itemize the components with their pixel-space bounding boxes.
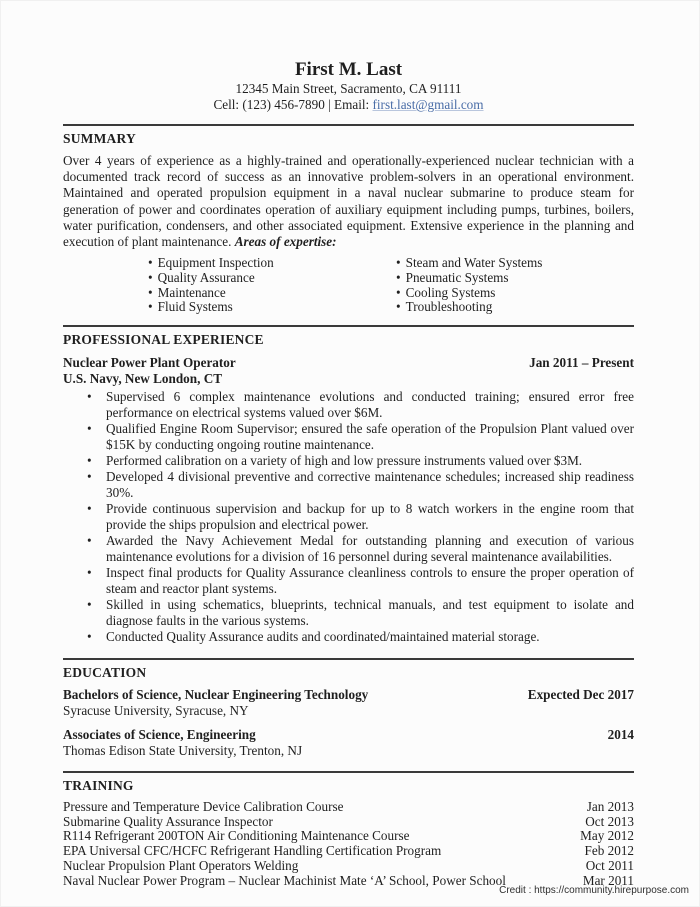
training-course-name: Submarine Quality Assurance Inspector bbox=[63, 813, 273, 829]
training-list bbox=[63, 800, 634, 888]
section-experience bbox=[63, 325, 634, 645]
training-heading: TRAINING bbox=[63, 778, 134, 794]
job-bullet: • Performed calibration on a variety of high and low pressure instruments valued over $3M. bbox=[63, 453, 634, 469]
training-course-name: Naval Nuclear Power Program – Nuclear Machinist Mate ‘A’ School, Power School bbox=[63, 872, 506, 888]
job-title-row bbox=[63, 355, 634, 371]
summary-text: Over 4 years of experience as a highly-trained and operationally-experienced nuclear technician with a documented track record of success as an innovative problem-solvers in an operational environment. Maintained and operated propulsion equipment in a naval nuclear submarine to produce steam for generation of power and coordinates operation of auxiliary equipment including pumps, turbines, boilers, water purification, condensers, and other associated equipment. Extensive experience in the planning and execution of plant maintenance. bbox=[63, 153, 634, 250]
expertise-columns bbox=[148, 256, 634, 315]
job-bullet: • Provide continuous supervision and backup for up to 8 watch workers in the engine room that provide the ships propulsion and electrical power. bbox=[63, 501, 634, 533]
education-heading: EDUCATION bbox=[63, 665, 147, 681]
training-course-date: Oct 2013 bbox=[585, 813, 634, 829]
section-education bbox=[63, 658, 634, 759]
training-course-name: EPA Universal CFC/HCFC Refrigerant Handling Certification Program bbox=[63, 843, 442, 859]
training-row bbox=[63, 829, 634, 844]
training-row bbox=[63, 800, 634, 815]
section-training bbox=[63, 771, 634, 888]
training-course-date: Oct 2011 bbox=[585, 857, 634, 873]
contact-prefix: Cell: (123) 456-7890 | Email: bbox=[213, 97, 373, 112]
education-entries bbox=[63, 687, 634, 759]
job-bullet: • Inspect final products for Quality Assurance cleanliness controls to ensure the proper operation of steam and reactor plant systems. bbox=[63, 565, 634, 597]
education-entry bbox=[63, 687, 634, 719]
training-row bbox=[63, 815, 634, 830]
summary-heading: SUMMARY bbox=[63, 131, 136, 146]
education-degree-row bbox=[63, 727, 634, 743]
job-bullet: • Qualified Engine Room Supervisor; ensured the safe operation of the Propulsion Plant valued over $15K by conducting ongoing routine maintenance. bbox=[63, 421, 634, 453]
job-bullet-list bbox=[63, 389, 634, 645]
expertise-label: Areas of expertise: bbox=[234, 234, 337, 250]
training-row bbox=[63, 844, 634, 859]
training-course-name: Nuclear Propulsion Plant Operators Welding bbox=[63, 857, 299, 873]
education-degree: Bachelors of Science, Nuclear Engineering Technology bbox=[63, 687, 369, 703]
training-course-date: Feb 2012 bbox=[584, 843, 634, 859]
job-bullet: • Developed 4 divisional preventive and corrective maintenance schedules; increased ship readiness 30%. bbox=[63, 469, 634, 501]
expertise-item: • Troubleshooting bbox=[396, 300, 542, 315]
education-degree-row bbox=[63, 687, 634, 703]
education-degree: Associates of Science, Engineering bbox=[63, 727, 256, 743]
training-course-name: Pressure and Temperature Device Calibration Course bbox=[63, 799, 344, 815]
education-date: Expected Dec 2017 bbox=[527, 687, 634, 703]
expertise-item: • Maintenance bbox=[148, 286, 396, 301]
expertise-item: • Quality Assurance bbox=[148, 271, 396, 286]
job-title: Nuclear Power Plant Operator bbox=[63, 355, 236, 371]
training-row bbox=[63, 859, 634, 874]
job-bullet: • Skilled in using schematics, blueprints, technical manuals, and test equipment to isolate and diagnose faults in the various systems. bbox=[63, 597, 634, 629]
expertise-item: • Fluid Systems bbox=[148, 300, 396, 315]
job-company: U.S. Navy, New London, CT bbox=[63, 371, 223, 387]
email-link[interactable]: first.last@gmail.com bbox=[372, 97, 484, 112]
job-dates: Jan 2011 – Present bbox=[529, 355, 634, 371]
expertise-item: • Steam and Water Systems bbox=[396, 256, 542, 271]
training-course-name: R114 Refrigerant 200TON Air Conditioning Maintenance Course bbox=[63, 828, 410, 844]
candidate-name: First M. Last bbox=[294, 59, 403, 80]
expertise-item: • Equipment Inspection bbox=[148, 256, 396, 271]
section-summary bbox=[63, 124, 634, 315]
job-bullet: • Conducted Quality Assurance audits and coordinated/maintained material storage. bbox=[63, 629, 634, 645]
resume-header bbox=[63, 58, 634, 113]
experience-heading: PROFESSIONAL EXPERIENCE bbox=[63, 332, 264, 348]
education-school: Thomas Edison State University, Trenton, NJ bbox=[63, 743, 303, 759]
summary-paragraph bbox=[63, 153, 634, 250]
education-entry bbox=[63, 727, 634, 759]
training-course-date: Mar 2011 bbox=[582, 872, 634, 888]
expertise-list-left bbox=[148, 256, 396, 315]
expertise-item: • Pneumatic Systems bbox=[396, 271, 542, 286]
job-bullet: • Supervised 6 complex maintenance evolutions and conducted training; ensured error free performance on electrical systems valued over $6M. bbox=[63, 389, 634, 421]
education-date: 2014 bbox=[607, 727, 634, 743]
address-line: 12345 Main Street, Sacramento, CA 91111 bbox=[235, 81, 462, 96]
contact-line bbox=[63, 97, 634, 113]
job-bullet: • Awarded the Navy Achievement Medal for outstanding planning and execution of various maintenance evolutions for a division of 16 personnel during several maintenance availabilities. bbox=[63, 533, 634, 565]
education-school: Syracuse University, Syracuse, NY bbox=[63, 703, 249, 719]
expertise-list-right bbox=[396, 256, 542, 315]
training-course-date: May 2012 bbox=[580, 828, 634, 844]
training-course-date: Jan 2013 bbox=[586, 799, 634, 815]
expertise-item: • Cooling Systems bbox=[396, 286, 542, 301]
credit-line: Credit : https://community.hirepurpose.com bbox=[499, 885, 689, 896]
